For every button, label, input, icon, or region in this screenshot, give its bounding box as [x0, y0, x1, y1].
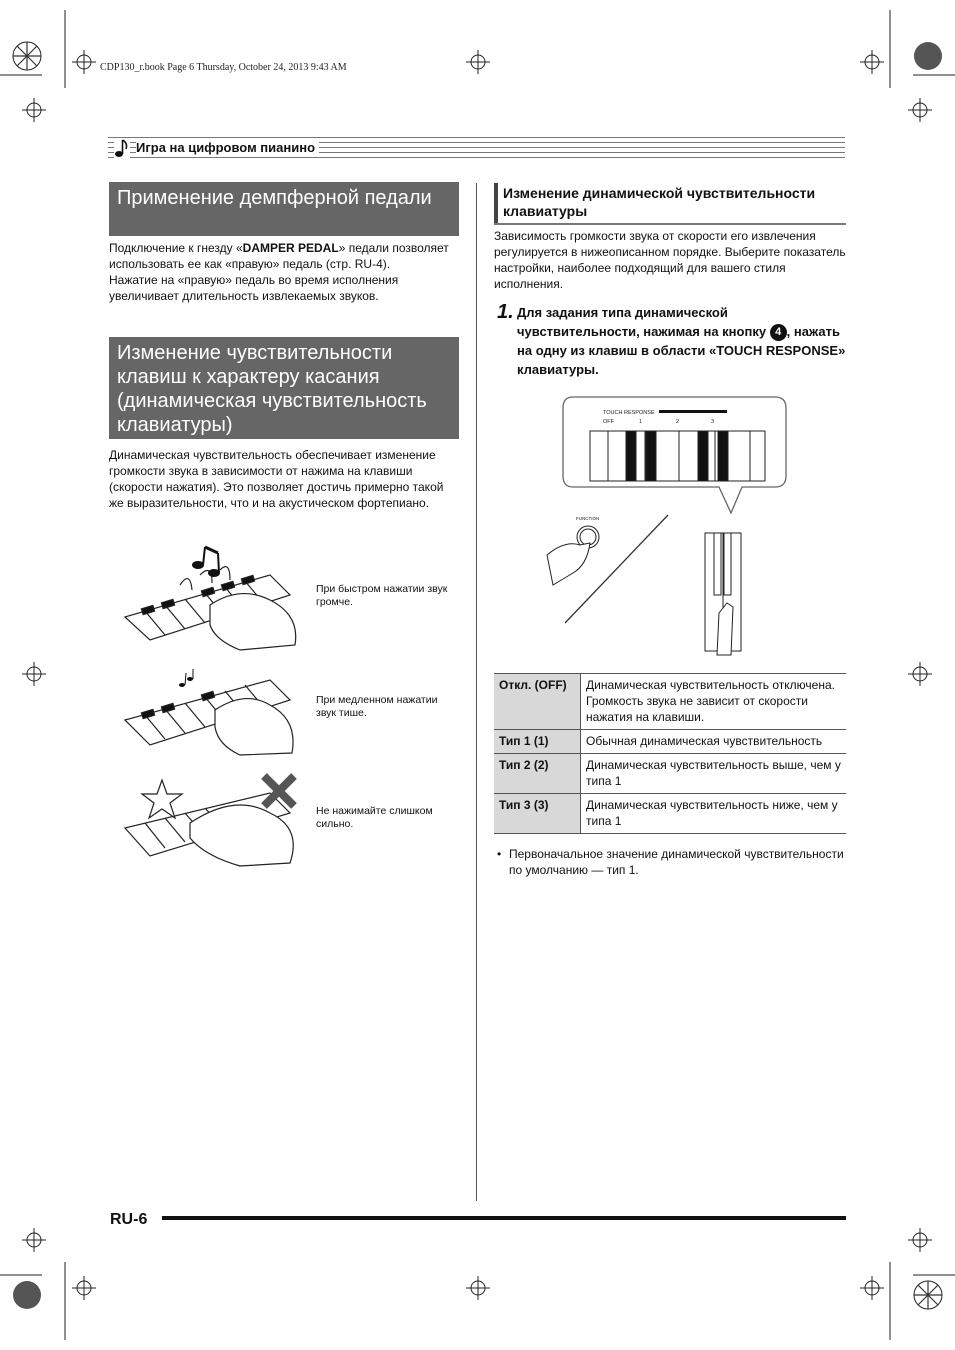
intro-text: Зависимость громкости звука от скорости его извлечения регулируется в нижеописанном порядке. Выберите показатель настройки, наиболее подходящий для вашего стиля исполнения. [494, 229, 846, 291]
damper-pedal-text [109, 240, 459, 304]
subheading-touch-response [494, 183, 846, 225]
caption-hard: Не нажимайте слишком сильно. [316, 805, 433, 830]
option-1: 1 [639, 419, 643, 425]
keyboard-keys [590, 431, 765, 481]
caption-fast: При быстром нажатии звук громче. [316, 583, 448, 608]
heading-damper-pedal: Применение демпферной педали [109, 182, 459, 236]
function-button [547, 516, 599, 585]
step-1-text: Для задания типа динамической чувствительности, нажимая на кнопку 4 , нажать на одну из клавиш в области «TOUCH RESPONSE» клавиатуры. [517, 305, 846, 377]
touch-response-label: TOUCH RESPONSE [603, 410, 655, 416]
page-number: RU-6 [110, 1211, 148, 1228]
music-note-icon [114, 138, 130, 158]
music-note-icon [192, 547, 220, 577]
function-label: FUNCTION [576, 516, 600, 521]
music-note-icon [179, 669, 193, 687]
bullet: • [497, 847, 502, 861]
option-3: 3 [711, 419, 715, 425]
option-2: 2 [676, 419, 680, 425]
slow-keypress-illustration [120, 665, 305, 760]
section-header [108, 137, 845, 159]
fast-keypress-illustration [120, 545, 305, 660]
touch-response-diagram [535, 395, 790, 657]
footer-rule [162, 1216, 846, 1220]
step-number: 1. [497, 301, 514, 323]
subheading-text: Изменение динамической чувствительности клавиатуры [503, 185, 816, 219]
para-effect: Нажатие на «правую» педаль во время исполнения увеличивает длительность извлекаемых звуков. [109, 273, 399, 303]
heading-touch-response: Изменение чувствительности клавиш к характеру касания (динамическая чувствительность клавиатуры) [109, 337, 459, 439]
section-title: Игра на цифровом пианино [136, 140, 319, 155]
keyboard-closeup [705, 533, 741, 655]
table-row: Тип 2 (2) Динамическая чувствительность выше, чем у типа 1 [494, 754, 846, 794]
column-divider [476, 183, 477, 1201]
table-row: Тип 3 (3) Динамическая чувствительность ниже, чем у типа 1 [494, 794, 846, 834]
caption-slow: При медленном нажатии звук тише. [316, 694, 438, 719]
print-info: CDP130_r.book Page 6 Thursday, October 24, 2013 9:43 AM [100, 62, 347, 73]
para-connection: Подключение к гнезду «DAMPER PEDAL» педали позволяет использовать ее как «правую» педаль (стр. RU-4). [109, 241, 449, 271]
key-4-badge: 4 [770, 324, 787, 341]
hard-keypress-illustration [120, 768, 305, 873]
touch-response-table [494, 673, 846, 834]
default-note: • Первоначальное значение динамической чувствительности по умолчанию — тип 1. [497, 847, 844, 877]
option-off: OFF [603, 419, 614, 425]
table-row: Тип 1 (1) Обычная динамическая чувствительность [494, 730, 846, 754]
touch-response-text: Динамическая чувствительность обеспечивает изменение громкости звука в зависимости от нажима на клавиши (скорости нажатия). Это позволяет достичь примерно такой же выразительности, что и на акустическом фортепиано. [109, 448, 444, 510]
table-row: Откл. (OFF) Динамическая чувствительность отключена. Громкость звука не зависит от скорости нажатия на клавиши. [494, 674, 846, 730]
